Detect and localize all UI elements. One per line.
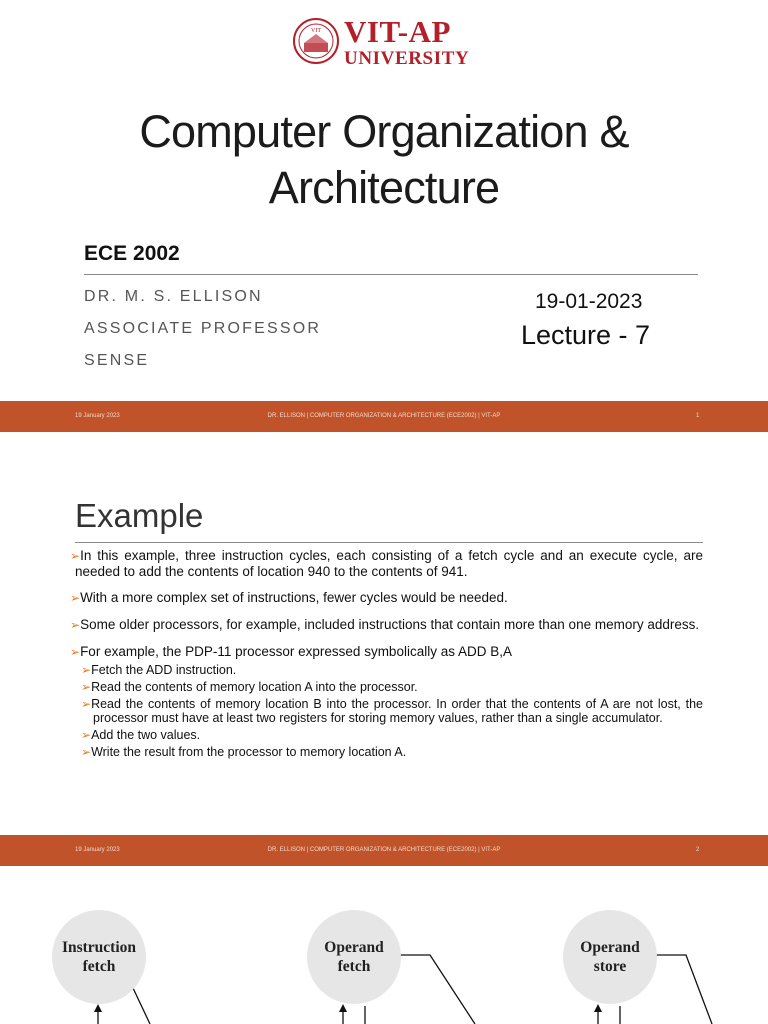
title-slide — [0, 0, 768, 432]
slide-title — [0, 104, 768, 216]
bullet-item — [70, 548, 703, 579]
arrow-bullet-icon: ➢ — [70, 645, 81, 659]
connector-line — [655, 955, 712, 1024]
sub-bullet-text: Fetch the ADD instruction. — [91, 663, 237, 677]
bullet-text: Some older processors, for example, included instructions that contain more than one memory address. — [80, 617, 700, 632]
sub-bullet-item — [81, 745, 703, 759]
arrow-bullet-icon: ➢ — [70, 549, 81, 563]
bullet-text: With a more complex set of instructions, fewer cycles would be needed. — [80, 590, 508, 605]
instruction-cycle-diagram-slide — [0, 866, 768, 1024]
seal-text: VIT — [311, 28, 321, 34]
connector-line — [133, 988, 150, 1024]
arrow-up-head-icon — [339, 1004, 347, 1012]
slide-title-line-1: Computer Organization & — [139, 106, 629, 157]
university-seal-icon — [293, 16, 339, 66]
arrow-bullet-icon: ➢ — [70, 591, 81, 605]
arrow-up-head-icon — [94, 1004, 102, 1012]
logo-wordmark-bottom: UNIVERSITY — [344, 48, 470, 69]
sub-bullet-item — [81, 663, 703, 677]
bullet-item — [70, 590, 703, 606]
sub-bullet-item — [81, 680, 703, 694]
author-name: DR. M. S. ELLISON — [84, 288, 263, 305]
arrow-bullet-icon: ➢ — [81, 728, 92, 742]
bullet-text: In this example, three instruction cycles, each consisting of a fetch cycle and an execute cycle, are needed to add the contents of location 940 to the contents of 941. — [75, 548, 703, 579]
sub-bullet-text: Add the two values. — [91, 728, 201, 742]
sub-bullet-text: Read the contents of memory location B into the processor. In order that the contents of A are not lost, the processor must have at least two registers for storing memory values, rather than a single accumulator. — [91, 697, 703, 725]
bullet-item — [70, 617, 703, 633]
arrow-bullet-icon: ➢ — [70, 618, 81, 632]
footer-page-number: 1 — [696, 413, 700, 419]
bullet-item — [70, 644, 703, 660]
sub-bullet-text: Write the result from the processor to memory location A. — [91, 745, 407, 759]
example-slide — [0, 432, 768, 866]
footer-center-text: DR. ELLISON | COMPUTER ORGANIZATION & ARCHITECTURE (ECE2002) | VIT-AP — [267, 413, 501, 419]
sub-bullet-item — [81, 697, 703, 725]
arrow-bullet-icon: ➢ — [81, 745, 92, 759]
node-label-line-1: Operand — [324, 939, 384, 956]
title-divider — [84, 274, 698, 275]
author-title: ASSOCIATE PROFESSOR — [84, 320, 322, 337]
connector-line — [399, 955, 475, 1024]
author-department: SENSE — [84, 352, 150, 369]
arrow-bullet-icon: ➢ — [81, 697, 92, 711]
footer-center-text: DR. ELLISON | COMPUTER ORGANIZATION & ARCHITECTURE (ECE2002) | VIT-AP — [267, 847, 501, 853]
footer-page-number: 2 — [696, 847, 700, 853]
sub-bullet-item — [81, 728, 703, 742]
footer-date: 19 January 2023 — [75, 847, 120, 853]
logo-wordmark-top: VIT-AP — [344, 14, 451, 49]
node-label-line-2: store — [593, 958, 627, 975]
node-label-line-1: Instruction — [61, 939, 137, 956]
node-label-line-1: Operand — [580, 939, 640, 956]
slide-body — [70, 548, 703, 762]
lecture-number: Lecture - 7 — [521, 320, 651, 350]
slide-title-line-2: Architecture — [268, 162, 500, 213]
university-logo — [293, 14, 479, 70]
node-label-line-2: fetch — [82, 958, 116, 975]
heading-divider — [75, 542, 703, 543]
arrow-up-head-icon — [594, 1004, 602, 1012]
sub-bullet-list — [75, 663, 703, 759]
bullet-text: For example, the PDP-11 processor expressed symbolically as ADD B,A — [80, 644, 512, 659]
state-node-instruction-fetch — [52, 910, 146, 1004]
arrow-bullet-icon: ➢ — [81, 680, 92, 694]
course-code: ECE 2002 — [84, 242, 180, 265]
state-node-operand-store — [563, 910, 657, 1004]
footer-date: 19 January 2023 — [75, 413, 120, 419]
slide-heading: Example — [75, 497, 204, 534]
slide-footer — [0, 835, 768, 866]
lecture-date: 19-01-2023 — [535, 290, 643, 313]
sub-bullet-text: Read the contents of memory location A into the processor. — [91, 680, 418, 694]
arrow-bullet-icon: ➢ — [81, 663, 92, 677]
node-label-line-2: fetch — [337, 958, 371, 975]
slide-footer — [0, 401, 768, 432]
state-node-operand-fetch — [307, 910, 401, 1004]
